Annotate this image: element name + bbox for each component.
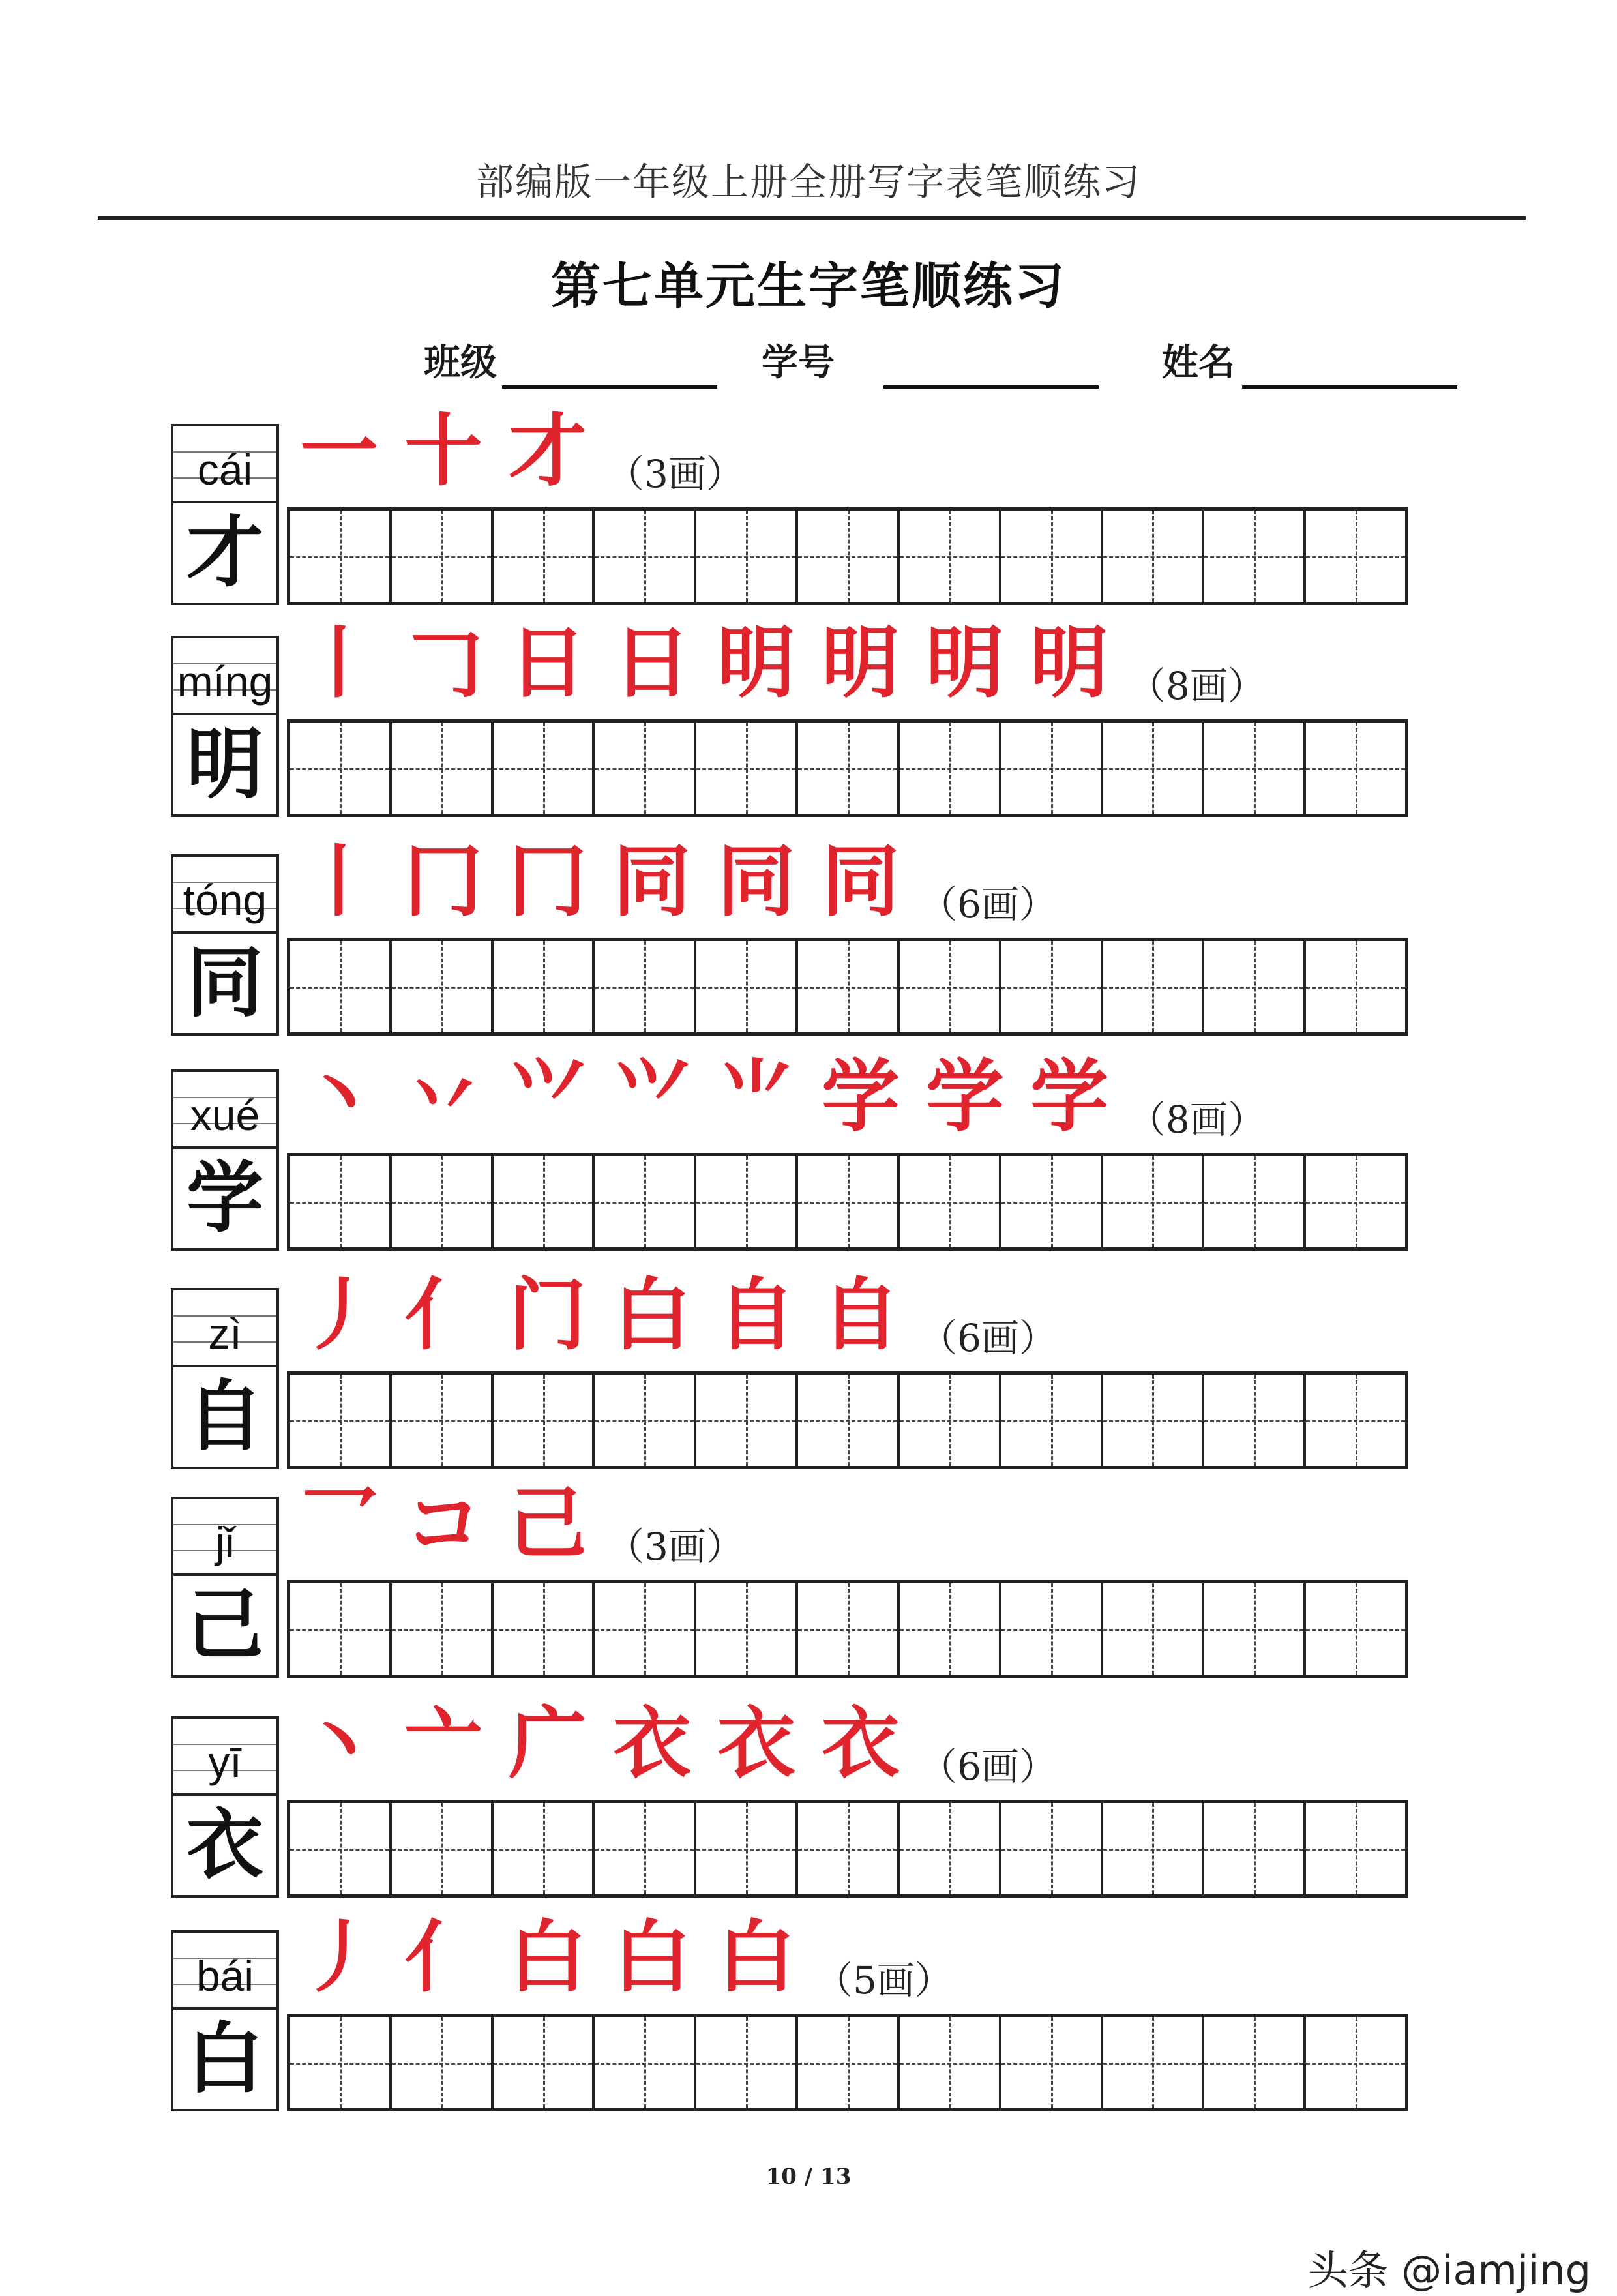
writing-cell[interactable] (900, 2017, 1001, 2108)
stroke-step-3: 广 (509, 1697, 587, 1789)
writing-cell[interactable] (1306, 1803, 1405, 1894)
writing-cell[interactable] (1103, 1375, 1205, 1466)
stroke-step-5: 衣 (717, 1697, 795, 1789)
writing-cell[interactable] (290, 1156, 392, 1247)
stroke-step-4: 衣 (613, 1697, 691, 1789)
writing-cell[interactable] (1001, 1156, 1103, 1247)
stroke-step-3: 日 (509, 617, 587, 709)
writing-cell[interactable] (900, 511, 1001, 602)
pinyin: xué (190, 1091, 260, 1139)
writing-cell[interactable] (1103, 1156, 1205, 1247)
writing-cell[interactable] (392, 2017, 494, 2108)
stroke-step-6: 自 (822, 1269, 900, 1361)
writing-cell[interactable] (1001, 723, 1103, 814)
writing-cell[interactable] (595, 723, 696, 814)
stroke-count: （6画） (919, 1744, 1057, 1789)
pinyin: bái (196, 1952, 254, 2000)
writing-cell[interactable] (900, 941, 1001, 1032)
writing-cell[interactable] (696, 723, 798, 814)
writing-cell[interactable] (1204, 723, 1306, 814)
stroke-step-3: 冂 (509, 835, 587, 927)
writing-cell[interactable] (696, 1583, 798, 1675)
writing-cell[interactable] (290, 1803, 392, 1894)
pinyin-box (171, 1497, 279, 1573)
character-box (171, 1793, 279, 1898)
document-header: 部编版一年级上册全册写字表笔顺练习 (475, 160, 1141, 204)
stroke-step-1: 丿 (300, 1911, 378, 2003)
character-box (171, 1146, 279, 1251)
writing-cell[interactable] (392, 941, 494, 1032)
stroke-step-5: 同 (717, 835, 795, 927)
stroke-step-1: 丿 (300, 1269, 378, 1361)
writing-cell[interactable] (494, 1583, 595, 1675)
writing-cell[interactable] (290, 1375, 392, 1466)
writing-cell[interactable] (1306, 1583, 1405, 1675)
stroke-step-2: 亠 (404, 1697, 482, 1789)
stroke-count: （3画） (606, 452, 744, 496)
writing-cell[interactable] (392, 723, 494, 814)
writing-cell[interactable] (798, 723, 900, 814)
writing-cell[interactable] (1204, 1156, 1306, 1247)
class-field[interactable] (502, 385, 717, 389)
character: 学 (186, 1152, 263, 1243)
writing-cell[interactable] (696, 941, 798, 1032)
stroke-count: （6画） (919, 882, 1057, 927)
writing-cell[interactable] (1204, 2017, 1306, 2108)
stroke-step-2: 亻 (404, 1269, 482, 1361)
info-fields (0, 339, 1617, 398)
writing-cell[interactable] (1306, 941, 1405, 1032)
stroke-step-3: 白 (509, 1911, 587, 2003)
stroke-step-4: 白 (613, 1269, 691, 1361)
writing-cell[interactable] (1204, 511, 1306, 602)
writing-cell[interactable] (696, 511, 798, 602)
writing-cell[interactable] (1306, 511, 1405, 602)
writing-cell[interactable] (595, 1803, 696, 1894)
stroke-step-5: 明 (717, 617, 795, 709)
number-field[interactable] (883, 385, 1099, 389)
character-box (171, 2007, 279, 2111)
stroke-count: （8画） (1128, 664, 1266, 708)
writing-cell[interactable] (392, 511, 494, 602)
pinyin-box (171, 1288, 279, 1365)
writing-cell[interactable] (494, 1803, 595, 1894)
writing-cell[interactable] (1103, 723, 1205, 814)
writing-cell[interactable] (494, 1156, 595, 1247)
watermark: 头条 @iamjing (1307, 2246, 1591, 2294)
character: 衣 (186, 1799, 263, 1890)
name-label: 姓名 (1162, 342, 1235, 384)
writing-cell[interactable] (1306, 2017, 1405, 2108)
writing-grid (287, 2014, 1408, 2111)
stroke-step-4: 日 (613, 617, 691, 709)
writing-cell[interactable] (290, 1583, 392, 1675)
number-label: 学号 (762, 342, 835, 384)
writing-cell[interactable] (1204, 1803, 1306, 1894)
writing-cell[interactable] (798, 941, 900, 1032)
writing-cell[interactable] (494, 1375, 595, 1466)
writing-cell[interactable] (290, 2017, 392, 2108)
pinyin: tóng (183, 876, 267, 924)
pinyin-box (171, 854, 279, 931)
stroke-step-8: 明 (1030, 617, 1108, 709)
page-number: 10 / 13 (765, 2164, 852, 2190)
writing-cell[interactable] (494, 2017, 595, 2108)
writing-cell[interactable] (595, 941, 696, 1032)
writing-cell[interactable] (595, 2017, 696, 2108)
pinyin-box (171, 1069, 279, 1146)
writing-cell[interactable] (1001, 1583, 1103, 1675)
stroke-step-4: 同 (613, 835, 691, 927)
writing-cell[interactable] (1306, 723, 1405, 814)
pinyin-box (171, 424, 279, 501)
stroke-step-2: 冂 (404, 835, 482, 927)
stroke-step-1: 丶 (300, 1697, 378, 1789)
stroke-step-1: 乛 (300, 1478, 378, 1570)
pinyin-box (171, 1716, 279, 1793)
writing-cell[interactable] (798, 1156, 900, 1247)
writing-cell[interactable] (595, 511, 696, 602)
writing-cell[interactable] (1306, 1375, 1405, 1466)
writing-grid (287, 1800, 1408, 1898)
writing-grid (287, 1371, 1408, 1469)
writing-grid (287, 1580, 1408, 1678)
writing-cell[interactable] (1001, 2017, 1103, 2108)
writing-cell[interactable] (900, 1803, 1001, 1894)
writing-cell[interactable] (1103, 1803, 1205, 1894)
stroke-step-6: 明 (822, 617, 900, 709)
stroke-order (287, 829, 913, 927)
writing-grid (287, 938, 1408, 1036)
character: 己 (186, 1579, 263, 1670)
stroke-step-5: 自 (717, 1269, 795, 1361)
writing-cell[interactable] (798, 2017, 900, 2108)
stroke-step-7: 学 (926, 1051, 1004, 1142)
stroke-step-1: 一 (300, 405, 378, 497)
writing-cell[interactable] (900, 723, 1001, 814)
writing-grid (287, 507, 1408, 605)
stroke-step-2: コ (404, 1478, 482, 1570)
writing-cell[interactable] (798, 1583, 900, 1675)
character-box (171, 1365, 279, 1469)
writing-cell[interactable] (696, 2017, 798, 2108)
stroke-step-2: 十 (404, 405, 482, 497)
stroke-step-2: 亻 (404, 1911, 482, 2003)
stroke-step-6: 学 (822, 1051, 900, 1142)
character-box (171, 931, 279, 1036)
stroke-step-1: 丶 (300, 1051, 378, 1142)
character: 自 (186, 1371, 263, 1461)
writing-cell[interactable] (900, 1156, 1001, 1247)
pinyin-box (171, 636, 279, 713)
writing-cell[interactable] (494, 723, 595, 814)
page-title: 第七单元生字笔顺练习 (551, 257, 1066, 315)
stroke-step-2: 𠃌 (404, 617, 482, 709)
writing-cell[interactable] (1204, 1375, 1306, 1466)
stroke-step-3: 才 (509, 405, 587, 497)
writing-cell[interactable] (494, 511, 595, 602)
writing-cell[interactable] (595, 1375, 696, 1466)
writing-cell[interactable] (798, 1803, 900, 1894)
writing-cell[interactable] (290, 723, 392, 814)
writing-grid (287, 719, 1408, 817)
stroke-step-4: 白 (613, 1911, 691, 2003)
writing-cell[interactable] (1001, 941, 1103, 1032)
writing-cell[interactable] (696, 1156, 798, 1247)
stroke-step-3: ⺍ (509, 1051, 587, 1142)
stroke-order (287, 1692, 913, 1789)
name-field[interactable] (1242, 385, 1457, 389)
writing-cell[interactable] (290, 511, 392, 602)
character: 才 (186, 507, 263, 597)
stroke-step-2: 丷 (404, 1051, 482, 1142)
pinyin-box (171, 1930, 279, 2007)
stroke-count: （8画） (1128, 1097, 1266, 1142)
pinyin: cái (197, 445, 253, 494)
stroke-step-8: 学 (1030, 1051, 1108, 1142)
stroke-step-6: 衣 (822, 1697, 900, 1789)
stroke-step-5: 白 (717, 1911, 795, 2003)
writing-cell[interactable] (696, 1375, 798, 1466)
writing-cell[interactable] (1204, 941, 1306, 1032)
character-box (171, 501, 279, 605)
writing-cell[interactable] (595, 1156, 696, 1247)
stroke-order (287, 1263, 913, 1361)
writing-grid (287, 1153, 1408, 1251)
stroke-step-1: 丨 (300, 835, 378, 927)
writing-cell[interactable] (1306, 1156, 1405, 1247)
writing-cell[interactable] (595, 1583, 696, 1675)
stroke-order (287, 1905, 808, 2003)
pinyin: jǐ (215, 1518, 235, 1566)
writing-cell[interactable] (1001, 1375, 1103, 1466)
character-box (171, 713, 279, 817)
pinyin: míng (177, 657, 273, 706)
writing-cell[interactable] (1001, 511, 1103, 602)
writing-cell[interactable] (1001, 1803, 1103, 1894)
writing-cell[interactable] (494, 941, 595, 1032)
writing-cell[interactable] (392, 1375, 494, 1466)
stroke-step-7: 明 (926, 617, 1004, 709)
stroke-step-5: ⺌ (717, 1051, 795, 1142)
writing-cell[interactable] (900, 1583, 1001, 1675)
writing-cell[interactable] (392, 1156, 494, 1247)
stroke-step-1: 丨 (300, 617, 378, 709)
stroke-step-3: 门 (509, 1269, 587, 1361)
stroke-count: （6画） (919, 1316, 1057, 1360)
stroke-step-3: 己 (509, 1478, 587, 1570)
pinyin: zì (208, 1309, 242, 1358)
header-rule (98, 216, 1526, 220)
writing-cell[interactable] (290, 941, 392, 1032)
stroke-order (287, 399, 600, 497)
writing-cell[interactable] (1103, 941, 1205, 1032)
writing-cell[interactable] (1103, 511, 1205, 602)
writing-cell[interactable] (900, 1375, 1001, 1466)
stroke-order (287, 611, 1121, 709)
character: 白 (186, 2013, 263, 2104)
character: 同 (186, 937, 263, 1028)
writing-cell[interactable] (696, 1803, 798, 1894)
character-box (171, 1573, 279, 1678)
stroke-order (287, 1472, 600, 1570)
class-label: 班级 (424, 342, 497, 384)
writing-cell[interactable] (1103, 2017, 1205, 2108)
character: 明 (186, 719, 263, 809)
writing-cell[interactable] (798, 511, 900, 602)
writing-cell[interactable] (392, 1803, 494, 1894)
stroke-count: （5画） (815, 1958, 953, 2003)
stroke-count: （3画） (606, 1525, 744, 1569)
stroke-order (287, 1045, 1121, 1142)
writing-cell[interactable] (1103, 1583, 1205, 1675)
writing-cell[interactable] (1204, 1583, 1306, 1675)
stroke-step-4: ⺍ (613, 1051, 691, 1142)
stroke-step-6: 同 (822, 835, 900, 927)
writing-cell[interactable] (798, 1375, 900, 1466)
writing-cell[interactable] (392, 1583, 494, 1675)
pinyin: yī (208, 1738, 242, 1786)
